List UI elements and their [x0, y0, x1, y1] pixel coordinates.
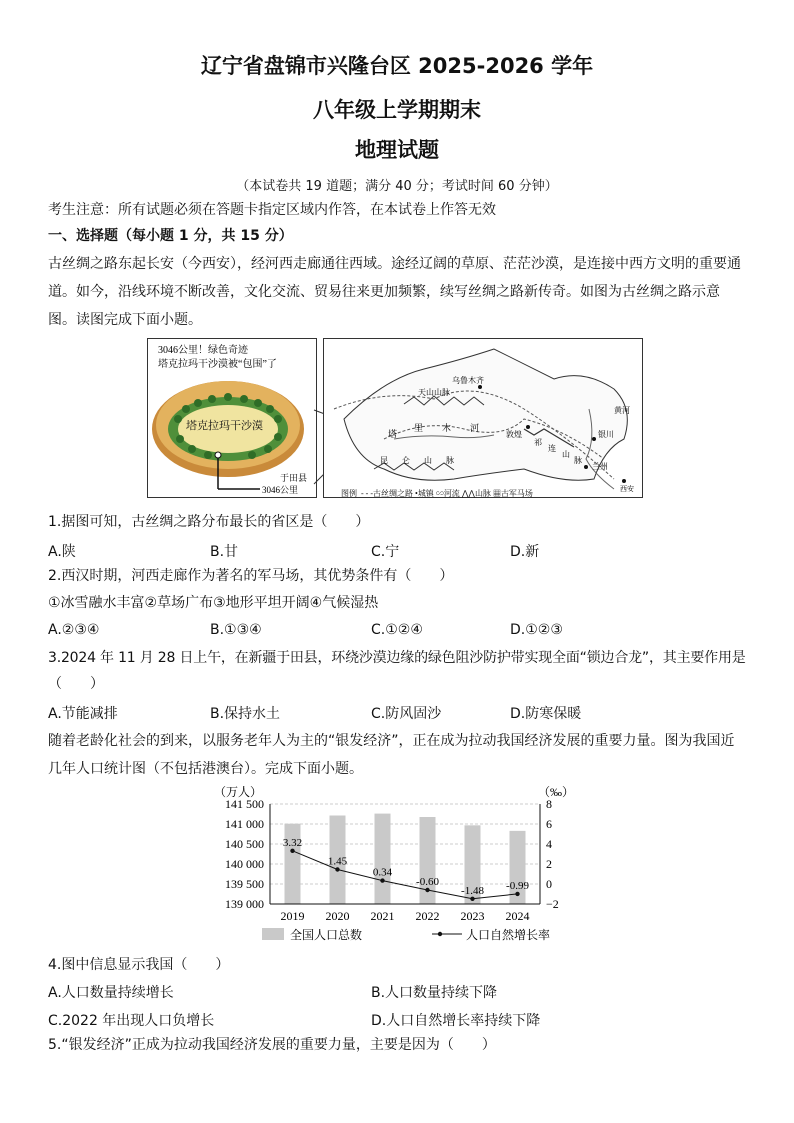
passage-silver-economy [48, 727, 748, 783]
x-tick-label: 2023 [460, 909, 485, 923]
growth-point-2020 [335, 867, 339, 871]
legend-horse-icon: ▦ [492, 489, 501, 498]
legend-route: 古丝绸之路 [373, 489, 413, 498]
q4-option-a[interactable]: A.人口数量持续增长 [48, 985, 174, 1001]
passage-line: 古丝绸之路东起长安（今西安），经河西走廊通往西域。途经辽阔的草原、茫茫沙漠，是连接中西方文明的重要通 [48, 256, 741, 272]
question-5-stem: 5.“银发经济”正成为拉动我国经济发展的重要力量，主要是因为（ ） [48, 1037, 496, 1053]
growth-point-2019 [290, 849, 294, 853]
growth-data-label: 1.45 [327, 855, 348, 868]
exam-notice: 考生注意：所有试题必须在答题卡指定区域内作答，在本试卷上作答无效 [48, 202, 496, 218]
growth-point-2022 [425, 888, 429, 892]
q3-option-a[interactable]: A.节能减排 [48, 706, 118, 722]
section-heading: 一、选择题（每小题 1 分，共 15 分） [48, 228, 293, 244]
right-tick-label: −2 [546, 897, 559, 911]
legend-horse: 古军马场 [500, 489, 533, 498]
city-dot-urumqi [478, 385, 482, 389]
passage-line: 图。读图完成下面小题。 [48, 312, 202, 328]
desert-label: 塔克拉玛干沙漠 [186, 420, 263, 432]
chart-growth-line [283, 837, 530, 901]
exam-title-line1: 辽宁省盘锦市兴隆台区 2025-2026 学年 [200, 54, 594, 78]
city-dot-lanzhou [584, 465, 588, 469]
population-chart [200, 782, 600, 947]
q2-option-a[interactable]: A.②③④ [48, 622, 100, 638]
x-tick-label: 2024 [505, 909, 530, 923]
exam-title-line3: 地理试题 [355, 138, 439, 162]
question-3-stem-cont: （ ） [48, 676, 104, 692]
map-legend [341, 488, 533, 499]
left-tick-label: 141 000 [225, 817, 264, 831]
map-label-huanghe: 黄河 [614, 406, 630, 415]
right-tick-label: 0 [546, 877, 552, 891]
map-label-li: 里 [414, 423, 424, 433]
map-label-mu: 木 [442, 423, 452, 433]
map-label-lian: 连 [548, 444, 556, 453]
q2-option-b[interactable]: B.①③④ [210, 622, 262, 638]
desert-inset-figure [147, 338, 317, 498]
x-tick-label: 2022 [415, 909, 440, 923]
legend-line-marker [438, 932, 442, 936]
q1-option-d[interactable]: D.新 [510, 544, 540, 560]
map-label-kun: 昆 [380, 456, 388, 465]
legend-river: 河流 [443, 489, 460, 498]
map-label-qshan: 山 [562, 450, 570, 459]
bar-2019 [282, 824, 303, 904]
q2-option-c[interactable]: C.①②④ [371, 622, 423, 638]
map-label-ta: 塔 [388, 429, 398, 439]
left-tick-label: 140 000 [225, 857, 264, 871]
q2-option-d[interactable]: D.①②③ [510, 622, 563, 638]
exam-title-line2: 八年级上学期期末 [313, 98, 481, 122]
legend-line-label: 人口自然增长率 [466, 928, 551, 942]
silk-road-map-drawing [324, 339, 642, 497]
left-tick-label: 141 500 [225, 797, 264, 811]
map-label-tianshan: 天山山脉 [418, 388, 450, 397]
passage-line: 道。如今，沿线环境不断改善，文化交流、贸易往来更加频繁，续写丝绸之路新传奇。如图为古丝绸之路示意 [48, 284, 720, 300]
growth-data-label: -0.60 [416, 876, 439, 888]
map-label-shan: 山 [424, 456, 432, 465]
bar-2021 [372, 814, 393, 904]
distance-label: 3046公里 [262, 485, 299, 495]
city-dot-dunhuang [526, 425, 530, 429]
left-tick-label: 139 500 [225, 877, 264, 891]
right-tick-label: 8 [546, 797, 552, 811]
q1-option-c[interactable]: C.宁 [371, 544, 400, 560]
legend-route-icon: - - - [361, 489, 373, 498]
q3-option-b[interactable]: B.保持水土 [210, 706, 281, 722]
legend-bar-label: 全国人口总数 [290, 928, 363, 942]
q3-option-c[interactable]: C.防风固沙 [371, 706, 442, 722]
legend-river-icon: ∽ [435, 489, 444, 498]
silk-road-map [323, 338, 643, 498]
map-label-urumqi: 乌鲁木齐 [452, 376, 484, 385]
left-tick-label: 139 000 [225, 897, 264, 911]
question-2-conditions: ①冰雪融水丰富②草场广布③地形平坦开阔④气候湿热 [48, 595, 379, 611]
growth-data-label: -0.99 [506, 879, 529, 892]
map-label-mai: 脉 [446, 456, 454, 465]
legend-title: 图例 [341, 489, 357, 498]
legend-mountain-icon: ⋀⋀ [461, 489, 475, 498]
map-label-xian: 西安 [620, 485, 634, 493]
q1-option-b[interactable]: B.甘 [210, 544, 239, 560]
city-dot-yinchuan [592, 437, 596, 441]
q1-option-a[interactable]: A.陕 [48, 544, 76, 560]
map-label-qmai: 脉 [574, 456, 582, 465]
right-tick-label: 2 [546, 857, 552, 871]
chart-axes [225, 797, 559, 923]
inset-caption-2: 塔克拉玛干沙漠被“包围”了 [158, 359, 277, 370]
chart-gridlines [270, 804, 540, 904]
growth-point-2023 [470, 897, 474, 901]
legend-mountain: 山脉 [474, 489, 491, 498]
left-tick-label: 140 500 [225, 837, 264, 851]
question-4-stem: 4.图中信息显示我国（ ） [48, 957, 230, 973]
question-1-stem: 1.据图可知，古丝绸之路分布最长的省区是（ ） [48, 514, 370, 530]
map-label-yinchuan: 银川 [598, 430, 614, 439]
growth-data-label: -1.48 [461, 884, 484, 897]
desert-inset-illustration [148, 339, 316, 497]
growth-point-2024 [515, 892, 519, 896]
exam-subtitle: （本试卷共 19 道题；满分 40 分；考试时间 60 分钟） [236, 179, 558, 194]
q4-option-c[interactable]: C.2022 年出现人口负增长 [48, 1013, 215, 1029]
map-label-lun: 仑 [402, 456, 410, 465]
x-tick-label: 2021 [370, 909, 395, 923]
q4-option-d[interactable]: D.人口自然增长率持续下降 [371, 1013, 541, 1029]
question-3-stem: 3.2024 年 11 月 28 日上午，在新疆于田县，环绕沙漠边缘的绿色阻沙防护带实现全面“锁边合龙”，其主要作用是 [48, 650, 746, 666]
map-label-lanzhou: 兰州 [592, 462, 608, 471]
legend-city-icon: • [415, 489, 418, 498]
passage-line: 随着老龄化社会的到来，以服务老年人为主的“银发经济”，正在成为拉动我国经济发展的重要力量。图为我国近 [48, 733, 735, 749]
legend-city: 城镇 [417, 489, 434, 498]
left-axis-unit: （万人） [214, 785, 263, 799]
chart-bars [282, 814, 526, 904]
map-label-qi: 祁 [534, 438, 542, 447]
right-axis-unit: （‰） [538, 785, 575, 799]
map-label-dunhuang: 敦煌 [506, 430, 522, 439]
city-dot-xian [622, 479, 626, 483]
growth-point-2021 [380, 878, 384, 882]
x-tick-label: 2020 [325, 909, 350, 923]
q4-option-b[interactable]: B.人口数量持续下降 [371, 985, 498, 1001]
right-tick-label: 4 [546, 837, 552, 851]
growth-data-label: 3.32 [282, 836, 303, 849]
county-marker [215, 452, 221, 458]
right-tick-label: 6 [546, 817, 552, 831]
passage-line: 几年人口统计图（不包括港澳台）。完成下面小题。 [48, 761, 363, 777]
question-2-stem: 2.西汉时期，河西走廊作为著名的军马场，其优势条件有（ ） [48, 568, 454, 584]
growth-data-label: 0.34 [372, 866, 393, 879]
inset-caption-1: 3046公里！绿色奇迹 [158, 345, 248, 356]
map-label-he: 河 [470, 423, 480, 433]
q3-option-d[interactable]: D.防寒保暖 [510, 706, 582, 722]
legend-bar-swatch [262, 928, 284, 940]
passage-silk-road [48, 250, 748, 334]
county-label: 于田县 [280, 473, 308, 483]
x-tick-label: 2019 [280, 909, 305, 923]
